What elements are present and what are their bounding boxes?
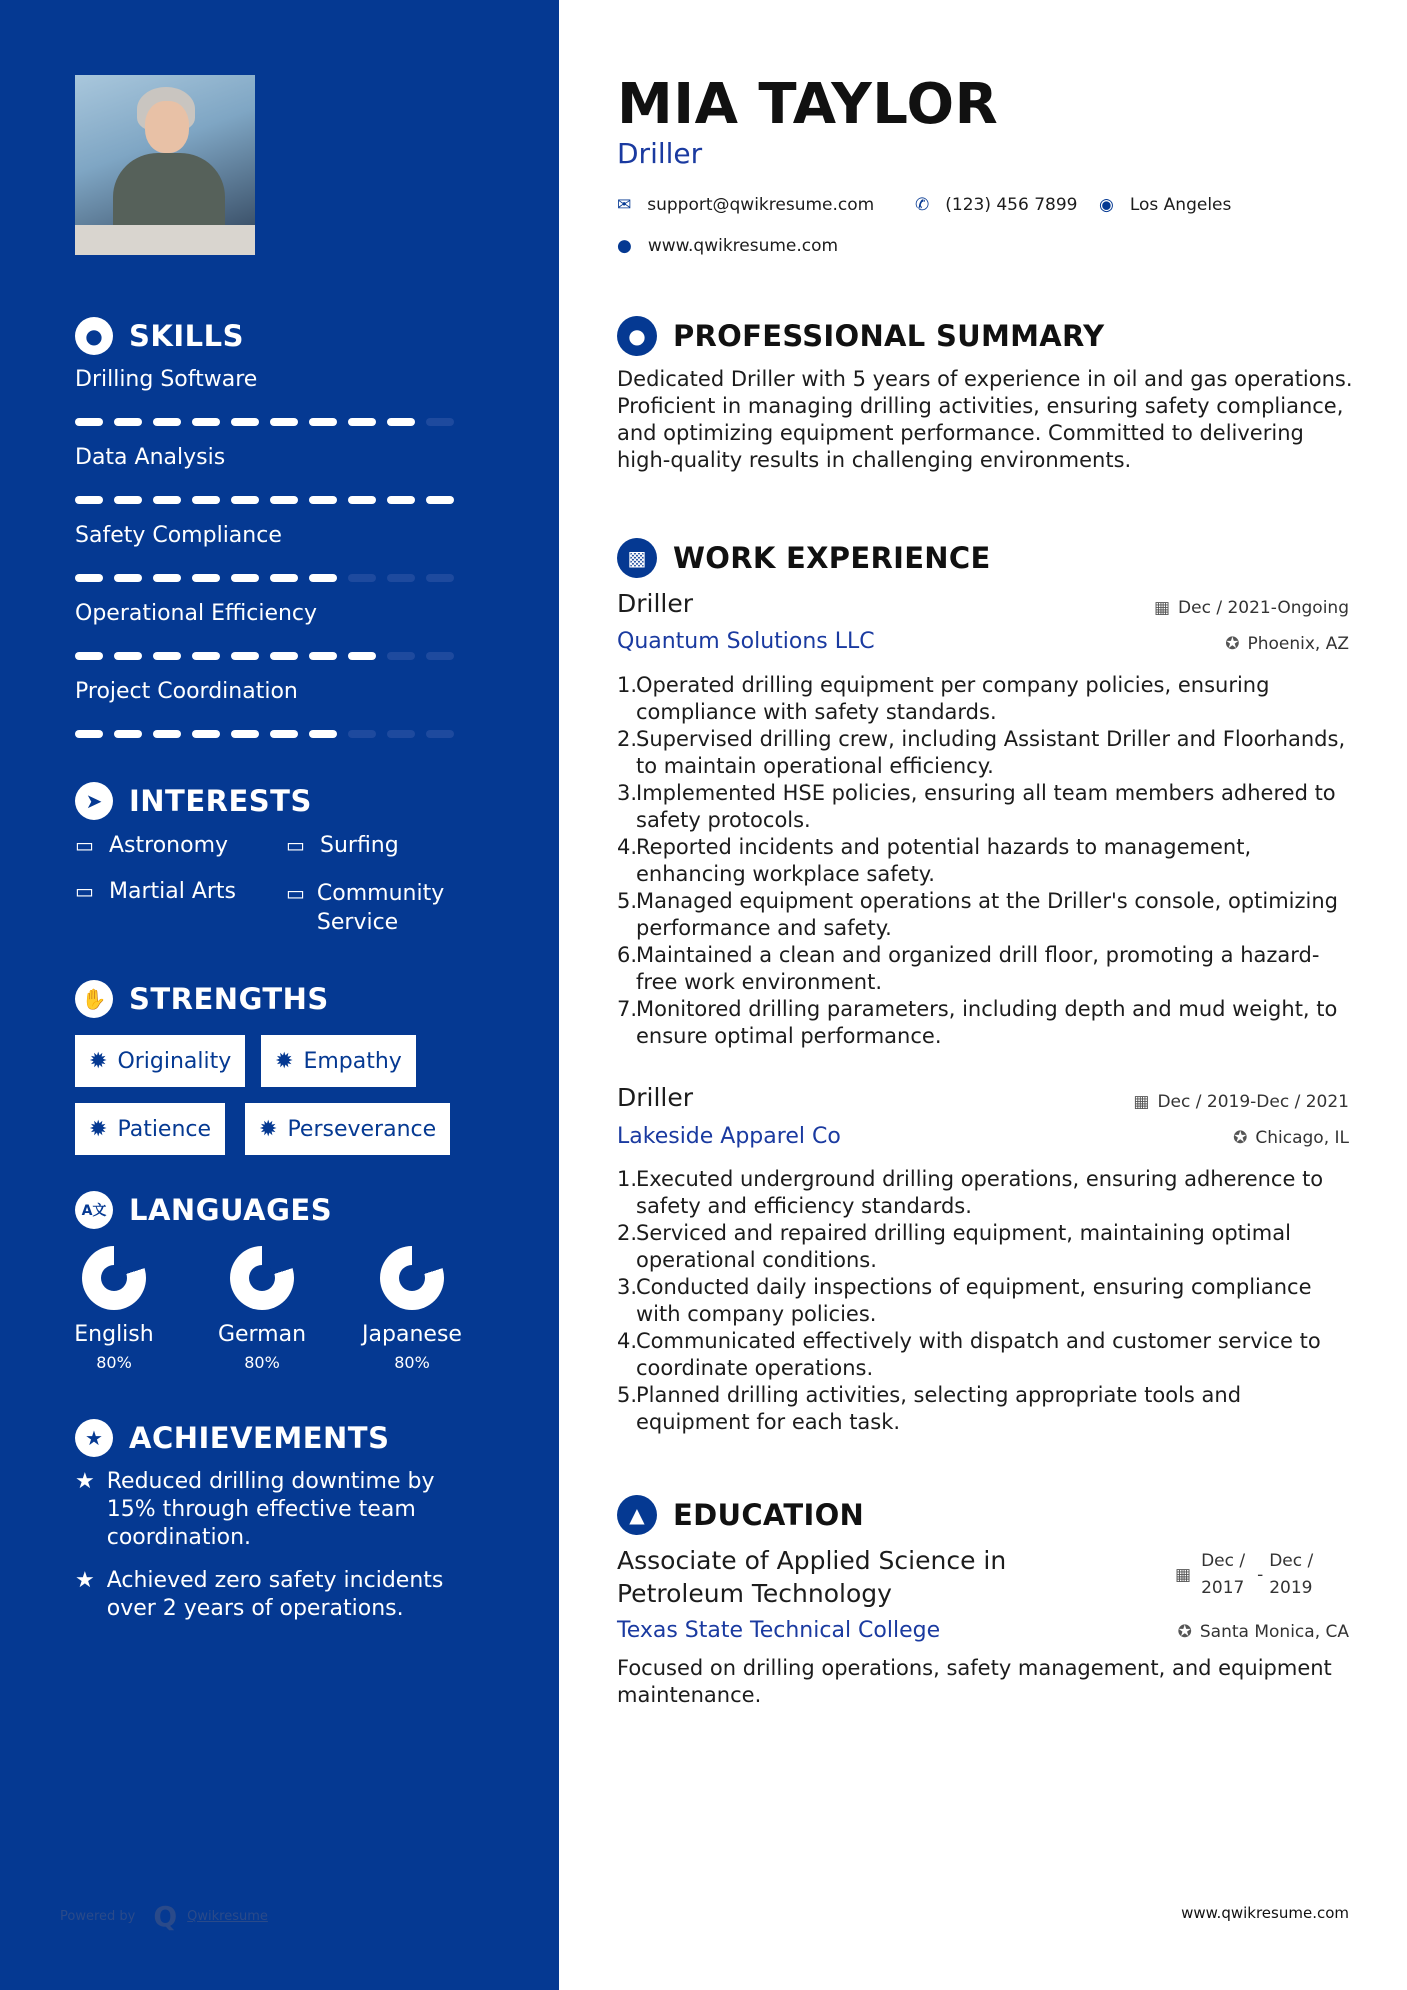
pin-icon: ✪	[1225, 634, 1240, 654]
skill-level-bar	[75, 496, 455, 504]
contact-website[interactable]: ● www.qwikresume.com	[617, 236, 839, 256]
education-degree: Associate of Applied Science in Petroleum Technology	[617, 1546, 1007, 1608]
job-bullet: 4. Communicated effectively with dispatch and customer service to coordinate operations.	[617, 1329, 1321, 1380]
strengths-heading: ✋ STRENGTHS	[75, 980, 329, 1018]
job-bullet: 2. Supervised drilling crew, including Assistant Driller and Floorhands, to maintain operational efficiency.	[617, 727, 1346, 778]
skill-dash-filled	[270, 418, 298, 426]
badge-icon: ✹	[89, 1116, 108, 1142]
summary-heading: ● PROFESSIONAL SUMMARY	[617, 316, 1104, 356]
strength-tag: ✹ Empathy	[261, 1035, 416, 1087]
skill-dash-filled	[348, 652, 376, 660]
skill-dash-filled	[192, 652, 220, 660]
lightbulb-icon: ●	[75, 317, 113, 355]
translate-icon: A文	[75, 1191, 113, 1229]
profile-photo	[75, 75, 255, 255]
education-heading: ▲ EDUCATION	[617, 1495, 864, 1535]
job-bullet: 3. Conducted daily inspections of equipment, ensuring compliance with company policies.	[617, 1275, 1312, 1326]
job-bullets	[617, 1166, 1357, 1436]
skill-dash-filled	[270, 730, 298, 738]
skill-dash-filled	[75, 730, 103, 738]
job-bullet: 4. Reported incidents and potential hazards to management, enhancing workplace safety.	[617, 835, 1252, 886]
skill-level-bar	[75, 574, 455, 582]
languages-heading: A文 LANGUAGES	[75, 1191, 332, 1229]
job-bullet: 2. Serviced and repaired drilling equipment, maintaining optimal operational conditions.	[617, 1221, 1291, 1272]
job-dates: ▦ Dec / 2019-Dec / 2021	[1133, 1092, 1349, 1112]
language-level-donut	[230, 1246, 294, 1310]
skill-dash-filled	[387, 496, 415, 504]
calendar-icon: ▦	[1175, 1564, 1192, 1585]
sidebar	[0, 0, 559, 1990]
footer-website[interactable]: www.qwikresume.com	[1181, 1904, 1349, 1922]
globe-icon: ●	[617, 236, 632, 256]
skill-dash-filled	[309, 418, 337, 426]
achievement-item: ★ Reduced drilling downtime by 15% through effective team coordination.	[75, 1469, 435, 1550]
skill-dash-filled	[114, 730, 142, 738]
skill-dash-filled	[153, 652, 181, 660]
pin-icon: ✪	[1233, 1128, 1248, 1148]
skill-dash-filled	[153, 418, 181, 426]
skill-dash-filled	[114, 496, 142, 504]
skill-dash-filled	[153, 496, 181, 504]
book-icon: ▭	[286, 833, 305, 857]
candidate-role: Driller	[617, 137, 703, 170]
graduation-cap-icon: ▲	[617, 1495, 657, 1535]
skill-dash-filled	[309, 574, 337, 582]
skills-heading: ● SKILLS	[75, 317, 244, 355]
skill-dash-filled	[270, 574, 298, 582]
skill-name: Operational Efficiency	[75, 601, 318, 626]
work-heading: ▩ WORK EXPERIENCE	[617, 538, 991, 578]
skill-dash-empty	[387, 652, 415, 660]
skill-dash-empty	[426, 574, 454, 582]
skill-dash-filled	[192, 496, 220, 504]
job-location: ✪ Chicago, IL	[1233, 1128, 1349, 1148]
job-bullets	[617, 672, 1357, 1050]
skill-name: Data Analysis	[75, 445, 226, 470]
envelope-icon: ✉	[617, 195, 632, 215]
skill-dash-filled	[348, 496, 376, 504]
skill-name: Project Coordination	[75, 679, 298, 704]
skill-dash-filled	[231, 652, 259, 660]
skill-level-bar	[75, 652, 455, 660]
badge-icon: ✹	[259, 1116, 278, 1142]
user-icon: ●	[617, 316, 657, 356]
star-badge-icon: ★	[75, 1419, 113, 1457]
job-bullet: 5. Managed equipment operations at the Driller's console, optimizing performance and safety.	[617, 889, 1338, 940]
candidate-name: MIA TAYLOR	[617, 72, 999, 137]
skill-dash-empty	[348, 574, 376, 582]
job-company: Quantum Solutions LLC	[617, 629, 875, 654]
skill-dash-empty	[426, 652, 454, 660]
job-bullet: 7. Monitored drilling parameters, including depth and mud weight, to ensure optimal performance.	[617, 997, 1338, 1048]
skill-dash-filled	[270, 496, 298, 504]
strength-tag: ✹ Perseverance	[245, 1103, 450, 1155]
education-location: ✪ Santa Monica, CA	[1177, 1622, 1349, 1642]
job-title: Driller	[617, 1083, 694, 1112]
contact-email[interactable]: ✉ support@qwikresume.com	[617, 195, 875, 215]
job-bullet: 6. Maintained a clean and organized drill floor, promoting a hazard-free work environment.	[617, 943, 1320, 994]
education-description: Focused on drilling operations, safety management, and equipment maintenance.	[617, 1656, 1332, 1707]
badge-icon: ✹	[89, 1048, 108, 1074]
skill-dash-filled	[192, 574, 220, 582]
achievements-heading: ★ ACHIEVEMENTS	[75, 1419, 389, 1457]
skill-dash-filled	[114, 418, 142, 426]
calendar-icon: ▦	[1153, 598, 1171, 618]
skill-dash-empty	[387, 730, 415, 738]
skill-dash-filled	[309, 496, 337, 504]
achievement-item: ★ Achieved zero safety incidents over 2 years of operations.	[75, 1568, 444, 1621]
powered-by-link[interactable]: Qwikresume	[187, 1909, 268, 1924]
skill-dash-filled	[231, 418, 259, 426]
contact-phone[interactable]: ✆ (123) 456 7899	[915, 195, 1078, 215]
skill-dash-filled	[270, 652, 298, 660]
strength-tag: ✹ Originality	[75, 1035, 245, 1087]
contact-location: ◉ Los Angeles	[1099, 195, 1232, 215]
language-item: English 80%	[49, 1246, 179, 1372]
skill-dash-empty	[387, 574, 415, 582]
powered-by: Powered by Q Qwikresume	[60, 1900, 268, 1933]
skill-level-bar	[75, 730, 455, 738]
skill-dash-filled	[231, 730, 259, 738]
education-school: Texas State Technical College	[617, 1618, 941, 1643]
job-bullet: 1. Executed underground drilling operations, ensuring adherence to safety and efficiency standards.	[617, 1167, 1324, 1218]
job-title: Driller	[617, 589, 694, 618]
skill-level-bar	[75, 418, 455, 426]
job-company: Lakeside Apparel Co	[617, 1124, 841, 1149]
map-pin-icon: ◉	[1099, 195, 1114, 215]
job-dates: ▦ Dec / 2021-Ongoing	[1153, 598, 1349, 618]
skill-dash-filled	[387, 418, 415, 426]
book-icon: ▭	[75, 833, 94, 857]
job-bullet: 5. Planned drilling activities, selecting appropriate tools and equipment for each task.	[617, 1383, 1242, 1434]
shooting-star-icon: ★	[75, 1568, 95, 1593]
skill-dash-filled	[75, 496, 103, 504]
fist-icon: ✋	[75, 980, 113, 1018]
phone-icon: ✆	[915, 195, 930, 215]
job-bullet: 3. Implemented HSE policies, ensuring all team members adhered to safety protocols.	[617, 781, 1336, 832]
job-bullet: 1. Operated drilling equipment per company policies, ensuring compliance with safety standards.	[617, 673, 1270, 724]
skill-dash-filled	[309, 730, 337, 738]
badge-icon: ✹	[275, 1048, 294, 1074]
main-content	[559, 0, 1407, 1990]
skill-dash-filled	[75, 418, 103, 426]
skill-dash-filled	[231, 574, 259, 582]
interest-item: ▭ Astronomy	[75, 833, 229, 858]
interest-item: ▭ Martial Arts	[75, 879, 237, 904]
language-item: Japanese 80%	[347, 1246, 477, 1372]
language-item: German 80%	[197, 1246, 327, 1372]
language-level-donut	[380, 1246, 444, 1310]
job-location: ✪ Phoenix, AZ	[1225, 634, 1349, 654]
skill-dash-empty	[348, 730, 376, 738]
skill-dash-filled	[75, 574, 103, 582]
interests-heading: ➤ INTERESTS	[75, 782, 312, 820]
book-icon: ▭	[75, 879, 94, 903]
interest-item: ▭ Surfing	[286, 833, 399, 858]
skill-dash-filled	[426, 496, 454, 504]
skill-dash-filled	[75, 652, 103, 660]
skill-dash-filled	[114, 652, 142, 660]
book-icon: ▭	[286, 881, 305, 905]
skill-dash-filled	[114, 574, 142, 582]
skill-dash-filled	[153, 730, 181, 738]
skill-dash-empty	[426, 418, 454, 426]
language-level-donut	[82, 1246, 146, 1310]
skill-dash-filled	[231, 496, 259, 504]
summary-text: Dedicated Driller with 5 years of experience in oil and gas operations. Proficient in managing drilling activities, ensuring safety compliance, and optimizing equipment performance. Committed to delivering high-quality results in challenging environments.	[617, 367, 1353, 472]
skill-dash-empty	[426, 730, 454, 738]
skill-name: Drilling Software	[75, 367, 258, 392]
pin-icon: ✪	[1177, 1622, 1192, 1642]
calendar-icon: ▦	[1133, 1092, 1150, 1112]
shooting-star-icon: ★	[75, 1469, 95, 1494]
paper-plane-icon: ➤	[75, 782, 113, 820]
skill-dash-filled	[348, 418, 376, 426]
office-chair-icon: ▩	[617, 538, 657, 578]
qwikresume-logo-icon: Q	[153, 1900, 178, 1933]
skill-dash-filled	[153, 574, 181, 582]
interest-item: ▭ Community Service	[286, 881, 445, 935]
education-dates: ▦ Dec / 2017 - Dec / 2019	[1175, 1551, 1314, 1598]
strength-tag: ✹ Patience	[75, 1103, 225, 1155]
skill-dash-filled	[309, 652, 337, 660]
skill-dash-filled	[192, 418, 220, 426]
skill-dash-filled	[192, 730, 220, 738]
skill-name: Safety Compliance	[75, 523, 282, 548]
